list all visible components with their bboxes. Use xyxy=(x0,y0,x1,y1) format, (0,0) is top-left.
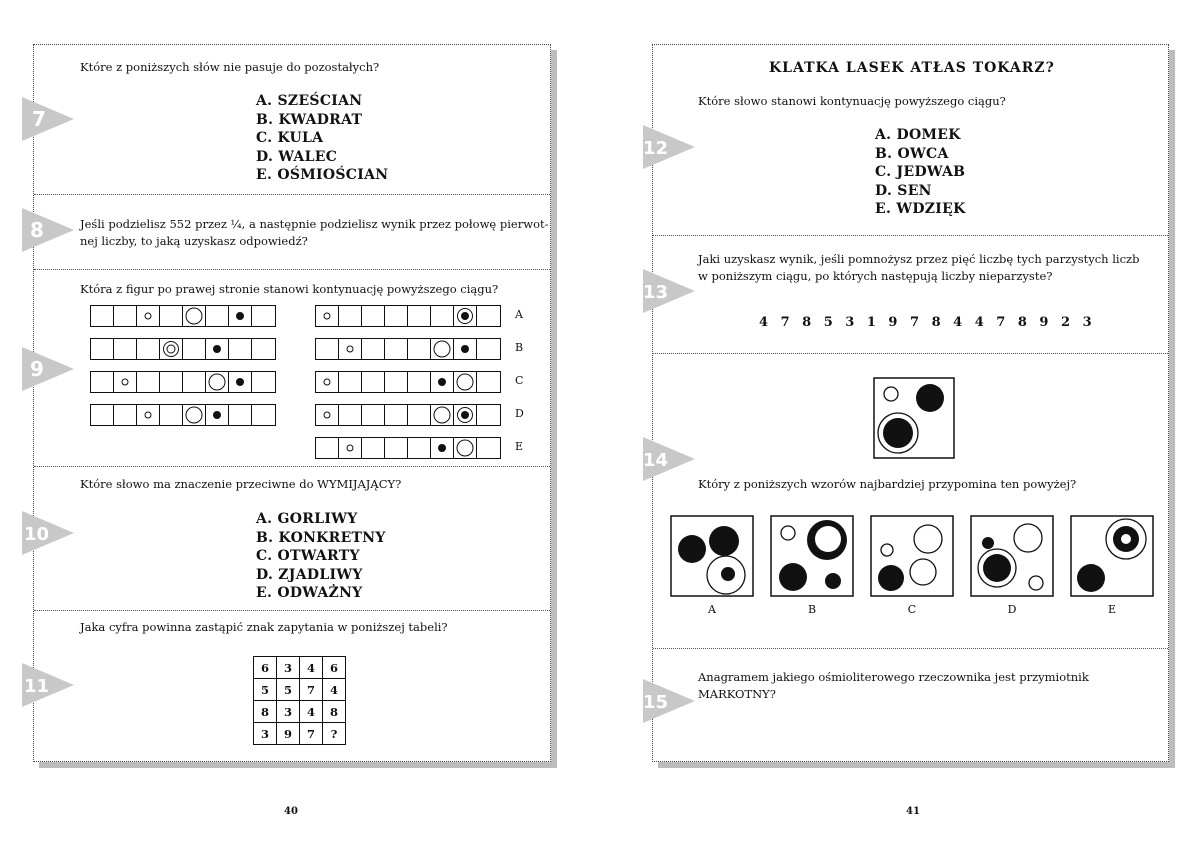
question-marker-13 xyxy=(643,269,693,313)
question-12-text: Które słowo stanowi kontynuację powyższego ciągu? xyxy=(698,94,1006,108)
question-number-15: 15 xyxy=(643,692,669,713)
option-d: D. ZJADLIWY xyxy=(256,566,363,583)
grid-cell: 3 xyxy=(277,657,300,679)
pattern-option-e[interactable] xyxy=(1070,515,1154,597)
option-e: E. ODWAŻNY xyxy=(256,585,363,602)
sequence-row-3 xyxy=(90,371,276,393)
pattern-label-e: E xyxy=(1107,603,1117,616)
question-7-text: Które z poniższych słów nie pasuje do pozostałych? xyxy=(80,60,380,74)
small-circle-icon xyxy=(347,346,354,353)
question-13-line-2: w poniższym ciągu, po których następują liczby nieparzyste? xyxy=(698,269,1053,283)
question-marker-11 xyxy=(22,663,72,707)
option-c: C. KULA xyxy=(256,130,324,147)
option-e: E. WDZIĘK xyxy=(875,201,966,218)
grid-cell: 3 xyxy=(277,701,300,723)
small-circle-icon xyxy=(145,313,152,320)
question-marker-14 xyxy=(643,437,693,481)
option-d: D. SEN xyxy=(875,182,932,199)
pattern-label-b: B xyxy=(807,603,817,616)
black-dot-icon xyxy=(236,312,244,320)
grid-cell: 3 xyxy=(254,723,277,745)
option-d: D. WALEC xyxy=(256,148,338,165)
option-row-a xyxy=(315,305,501,327)
option-label-a: A xyxy=(515,308,523,321)
question-number-11: 11 xyxy=(24,676,50,697)
large-circle-icon xyxy=(434,341,451,358)
sequence-row-2 xyxy=(90,338,276,360)
reference-pattern xyxy=(873,377,955,459)
question-marker-12 xyxy=(643,125,693,169)
option-label-b: B xyxy=(515,341,524,354)
left-page xyxy=(24,44,551,762)
grid-cell: 6 xyxy=(254,657,277,679)
right-page xyxy=(643,44,1169,762)
question-number-7: 7 xyxy=(32,107,46,131)
small-circle-icon xyxy=(122,379,129,386)
grid-row xyxy=(254,701,346,723)
grid-cell: 4 xyxy=(300,701,323,723)
question-number-9: 9 xyxy=(30,357,44,381)
page-number-right: 41 xyxy=(906,806,920,817)
question-marker-10 xyxy=(22,511,72,555)
grid-cell: 4 xyxy=(300,657,323,679)
option-c: C. JEDWAB xyxy=(875,164,966,181)
question-13-text xyxy=(698,251,1139,285)
small-circle-icon xyxy=(324,313,331,320)
question-15-text xyxy=(698,669,1089,703)
grid-row xyxy=(254,657,346,679)
question-number-10: 10 xyxy=(24,524,50,545)
question-8-line-1: Jeśli podzielisz 552 przez ¼, a następnie podzielisz wynik przez połowę pierwot- xyxy=(80,217,549,231)
grid-cell: 5 xyxy=(277,679,300,701)
section-divider xyxy=(653,235,1168,236)
option-row-e xyxy=(315,437,501,459)
question-10-text: Które słowo ma znaczenie przeciwne do WYMIJAJĄCY? xyxy=(80,477,402,491)
option-b: B. KONKRETNY xyxy=(256,529,386,546)
option-label-d: D xyxy=(515,407,524,420)
word-sequence: KLATKA LASEK ATŁAS TOKARZ? xyxy=(769,60,1055,76)
large-circle-icon xyxy=(457,440,474,457)
pattern-option-b[interactable] xyxy=(770,515,854,597)
pattern-label-c: C xyxy=(907,603,917,616)
sequence-row-4 xyxy=(90,404,276,426)
large-circle-icon xyxy=(186,308,203,325)
sequence-row-1 xyxy=(90,305,276,327)
question-9-text: Która z figur po prawej stronie stanowi kontynuację powyższego ciągu? xyxy=(80,282,499,296)
small-circle-icon xyxy=(145,412,152,419)
double-circle-icon xyxy=(163,341,179,357)
question-number-8: 8 xyxy=(30,218,44,242)
option-row-d xyxy=(315,404,501,426)
section-divider xyxy=(34,466,550,467)
question-12-options xyxy=(875,126,966,219)
pattern-option-a[interactable] xyxy=(670,515,754,597)
question-number-13: 13 xyxy=(643,282,669,303)
section-divider xyxy=(34,610,550,611)
question-8-text xyxy=(80,216,549,250)
option-c: C. OTWARTY xyxy=(256,548,360,565)
circle-with-dot-icon xyxy=(457,308,473,324)
grid-row xyxy=(254,723,346,745)
question-number-14: 14 xyxy=(643,450,669,471)
option-a: A. GORLIWY xyxy=(256,511,358,527)
pattern-option-c[interactable] xyxy=(870,515,954,597)
section-divider xyxy=(34,269,550,270)
question-marker-15 xyxy=(643,679,693,723)
grid-cell: 6 xyxy=(323,657,346,679)
black-dot-icon xyxy=(213,345,221,353)
section-divider xyxy=(34,194,550,195)
question-14-text: Który z poniższych wzorów najbardziej przypomina ten powyżej? xyxy=(698,477,1077,491)
question-15-line-1: Anagramem jakiego ośmioliterowego rzeczownika jest przymiotnik xyxy=(698,670,1089,684)
small-circle-icon xyxy=(347,445,354,452)
option-b: B. KWADRAT xyxy=(256,111,363,128)
grid-cell: 8 xyxy=(323,701,346,723)
question-number-12: 12 xyxy=(643,138,669,159)
question-13-line-1: Jaki uzyskasz wynik, jeśli pomnożysz przez pięć liczbę tych parzystych liczb xyxy=(698,252,1140,266)
grid-cell: 4 xyxy=(323,679,346,701)
pattern-option-d[interactable] xyxy=(970,515,1054,597)
grid-cell: 7 xyxy=(300,679,323,701)
small-circle-icon xyxy=(324,412,331,419)
small-circle-icon xyxy=(324,379,331,386)
section-divider xyxy=(653,353,1168,354)
pattern-label-a: A xyxy=(708,603,716,616)
grid-cell: 8 xyxy=(254,701,277,723)
pattern-label-d: D xyxy=(1007,603,1017,616)
option-row-b xyxy=(315,338,501,360)
black-dot-icon xyxy=(461,345,469,353)
black-dot-icon xyxy=(213,411,221,419)
section-divider xyxy=(653,648,1168,649)
question-8-line-2: nej liczby, to jaką uzyskasz odpowiedź? xyxy=(80,234,308,248)
black-dot-icon xyxy=(438,444,446,452)
page-number-left: 40 xyxy=(284,806,298,817)
number-grid xyxy=(253,656,346,745)
grid-cell: 9 xyxy=(277,723,300,745)
question-marker-9 xyxy=(22,347,72,391)
circle-with-dot-icon xyxy=(457,407,473,423)
question-marker-8 xyxy=(22,208,72,252)
option-a: A. SZEŚCIAN xyxy=(256,93,363,109)
question-marker-7 xyxy=(22,97,72,141)
question-15-line-2: MARKOTNY? xyxy=(698,687,776,701)
black-dot-icon xyxy=(438,378,446,386)
black-dot-icon xyxy=(236,378,244,386)
option-row-c xyxy=(315,371,501,393)
grid-row xyxy=(254,679,346,701)
option-label-c: C xyxy=(515,374,524,387)
grid-cell: 7 xyxy=(300,723,323,745)
option-a: A. DOMEK xyxy=(875,127,961,143)
grid-cell: 5 xyxy=(254,679,277,701)
option-b: B. OWCA xyxy=(875,145,949,162)
question-10-options xyxy=(256,510,386,603)
question-7-options xyxy=(256,92,388,185)
question-11-text: Jaka cyfra powinna zastąpić znak zapytania w poniższej tabeli? xyxy=(80,620,448,634)
digit-sequence: 4 7 8 5 3 1 9 7 8 4 4 7 8 9 2 3 xyxy=(759,315,1094,330)
large-circle-icon xyxy=(209,374,226,391)
option-e: E. OŚMIOŚCIAN xyxy=(256,167,389,184)
large-circle-icon xyxy=(434,407,451,424)
large-circle-icon xyxy=(457,374,474,391)
option-label-e: E xyxy=(515,440,524,453)
large-circle-icon xyxy=(186,407,203,424)
grid-cell: ? xyxy=(323,723,346,745)
